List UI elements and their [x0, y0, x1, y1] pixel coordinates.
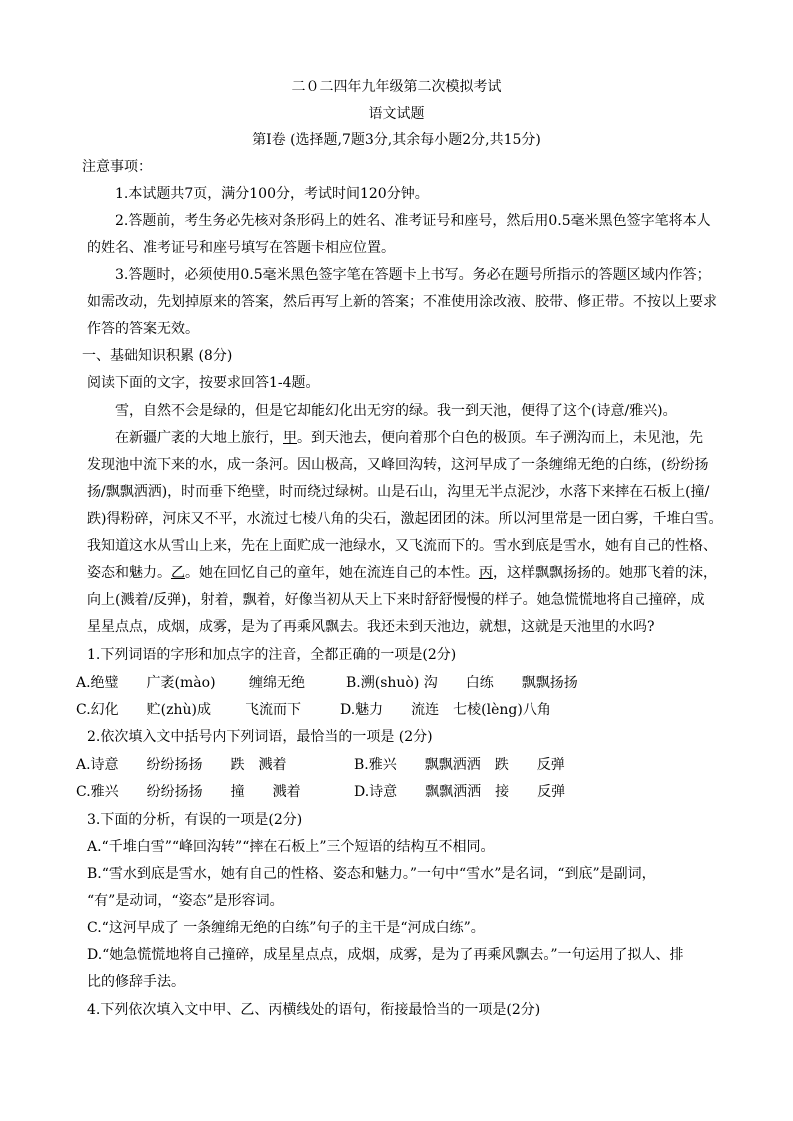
passage-para-2-line-1: [115, 428, 703, 448]
question-2-option-b: B.雅兴 飘飘洒洒 跌 反弹: [354, 757, 565, 773]
question-4-stem: 4.下列依次填入文中甲、乙、丙横线处的语句，衔接最恰当的一项是(2分): [87, 1002, 541, 1018]
passage-para-2-line-2: 发现池中流下来的水，成一条河。因山极高，又峰回沟转，这河早成了一条缠绵无绝的白练，(纷纷扬: [87, 457, 709, 473]
note-item-3-line-3: 作答的答案无效。: [87, 321, 199, 337]
question-3-option-a: A.“千堆白雪”“峰回沟转”“摔在石板上”三个短语的结构互不相同。: [87, 839, 495, 855]
question-3-option-d-line-2: 比的修辞手法。: [87, 974, 185, 990]
question-1-option-a: A.绝璧 广袤(mào): [76, 675, 216, 691]
passage-para-1: 雪，自然不会是绿的，但是它却能幻化出无穷的绿。我一到天池，便得了这个(诗意/雅兴)。: [115, 403, 677, 419]
question-1-option-b: B.溯(shuò) 沟 白练 飘飘扬扬: [346, 675, 578, 691]
question-3-option-b-line-2: “有”是动词，“姿态”是形容词。: [87, 893, 284, 909]
note-item-3-line-1: 3.答题时，必须使用0.5毫米黑色签字笔在答题卡上书写。务必在题号所指示的答题区域内作答；: [115, 267, 711, 283]
notes-heading: 注意事项：: [82, 159, 152, 175]
passage-text: 。她在回忆自己的童年，她在流连自己的本性。: [185, 565, 479, 581]
question-2-option-d: D.诗意 飘飘洒洒 接 反弹: [354, 784, 566, 800]
part1-instruction: 阅读下面的文字，按要求回答1-4题。: [87, 375, 320, 391]
note-item-1: 1.本试题共7页，满分100分，考试时间120分钟。: [115, 186, 429, 202]
question-1-option-c-word: 飞流而下: [245, 702, 301, 718]
blank-bing: 丙: [479, 565, 493, 581]
question-3-stem: 3.下面的分析，有误的一项是(2分): [87, 812, 303, 828]
passage-para-2-line-6: [87, 563, 717, 583]
question-2-option-a: A.诗意 纷纷扬扬 跌 溅着: [76, 757, 287, 773]
question-1-stem: 1.下列词语的字形和加点字的注音，全都正确的一项是(2分): [87, 647, 457, 663]
question-2-stem: 2.依次填入文中括号内下列词语，最恰当的一项是 (2分): [87, 729, 433, 745]
note-item-2-line-2: 的姓名、准考证号和座号填写在答题卡相应位置。: [87, 240, 395, 256]
exam-title: 二０二四年九年级第二次模拟考试: [291, 79, 502, 95]
part1-heading: 一、基础知识积累 (8分): [82, 348, 233, 364]
passage-para-2-line-5: 我知道这水从雪山上来，先在上面贮成一池绿水，又飞流而下的。雪水到底是雪水，她有自己的性格、: [87, 538, 717, 554]
question-3-option-b-line-1: B.“雪水到底是雪水，她有自己的性格、姿态和魅力。”一句中“雪水”是名词，“到底”是副词，: [87, 866, 656, 882]
question-1-option-c: C.幻化 贮(zhù)成: [76, 702, 211, 718]
question-3-option-d-line-1: D.“她急慌慌地将自己撞碎，成星星点点，成烟，成雾，是为了再乘风飘去。”一句运用了拟人、排: [87, 947, 684, 963]
question-1-option-a-word: 缠绵无绝: [249, 675, 305, 691]
passage-text: ，这样飘飘扬扬的。她那飞着的沫，: [493, 565, 717, 581]
subject-title: 语文试题: [368, 106, 425, 122]
blank-yi: 乙: [171, 565, 185, 581]
passage-text: 姿态和魅力。: [87, 565, 171, 581]
question-3-option-c: C.“这河早成了 一条缠绵无绝的白练”句子的主干是“河成白练”。: [87, 920, 485, 936]
passage-para-2-line-7: 向上(溅着/反弹)，射着，飘着，好像当初从天上下来时舒舒慢慢的样子。她急慌慌地将自己撞碎，成: [87, 592, 705, 608]
note-item-3-line-2: 如需改动，先划掉原来的答案，然后再写上新的答案；不准使用涂改液、胶带、修正带。不按以上要求: [87, 294, 717, 310]
note-item-2-line-1: 2.答题前，考生务必先核对条形码上的姓名、准考证号和座号，然后用0.5毫米黑色签字笔将本人: [115, 213, 711, 229]
question-1-option-d: D.魅力 流连 七棱(lèng)八角: [340, 702, 551, 718]
section-note: 第Ⅰ卷 (选择题,7题3分,其余每小题2分,共15分): [252, 132, 541, 148]
passage-para-2-line-8: 星星点点，成烟，成雾，是为了再乘风飘去。我还未到天池边，就想，这就是天池里的水吗?: [87, 619, 655, 635]
passage-para-2-line-3: 扬/飘飘洒洒)，时而垂下绝壁，时而绕过绿树。山是石山，沟里无半点泥沙，水落下来摔在石板上(撞/: [87, 484, 710, 500]
passage-para-2-line-4: 跌)得粉碎，河床又不平，水流过七棱八角的尖石，激起团团的沫。所以河里常是一团白雾，千堆白雪。: [87, 511, 723, 527]
passage-text: 。到天池去，便向着那个白色的极顶。车子溯沟而上，未见池，先: [297, 430, 703, 446]
blank-jia: 甲: [283, 430, 297, 446]
question-2-option-c: C.雅兴 纷纷扬扬 撞 溅着: [76, 784, 301, 800]
passage-text: 在新疆广袤的大地上旅行，: [115, 430, 283, 446]
